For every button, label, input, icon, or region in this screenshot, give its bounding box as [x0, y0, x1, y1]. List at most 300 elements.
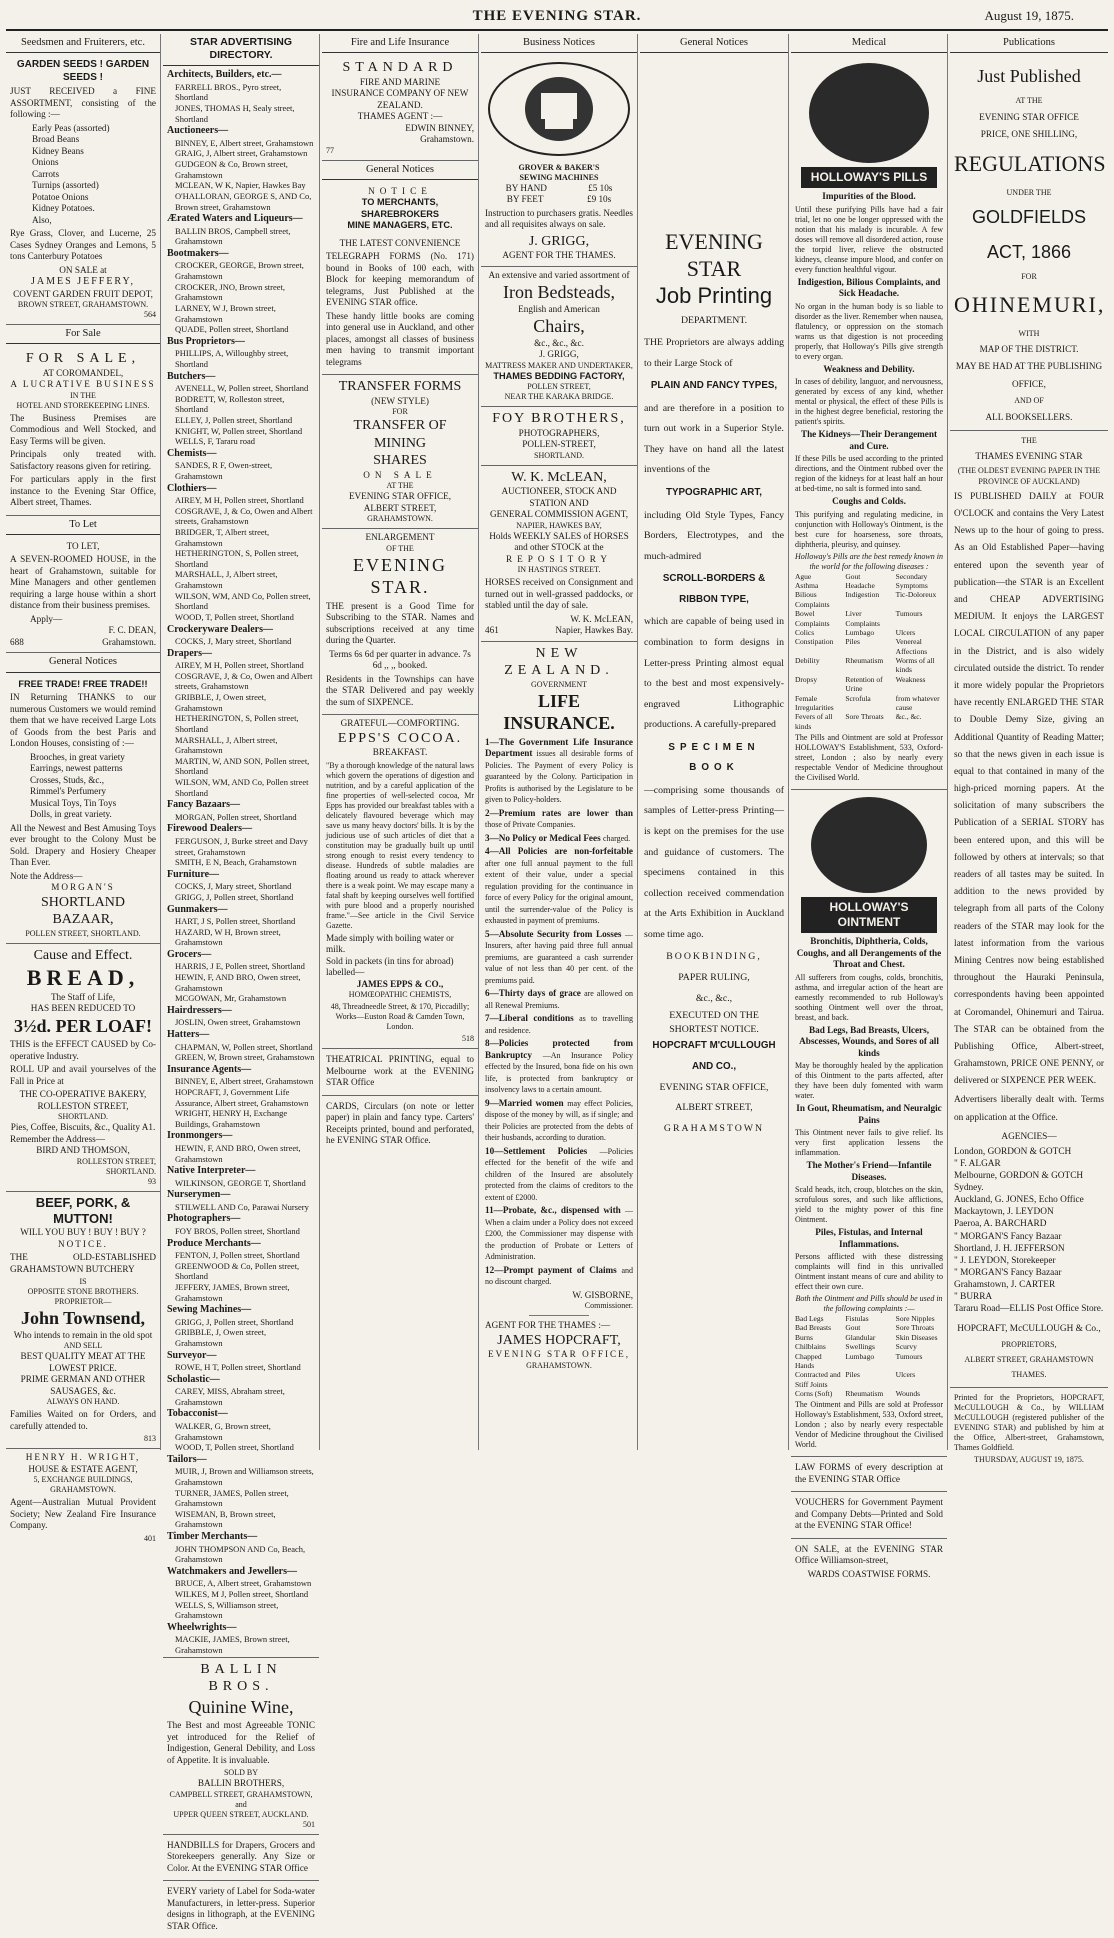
- epps-text: "By a thorough knowledge of the natural laws which govern the operations of digestion and nutrition, and by a careful application of the fine properties of well-selected cocoa, Mr Epps has provided our breakfast tables with a delicately flavoured beverage which may save us many heavy doctors' bills. It is by the judicious use of such articles of diet that a constitution may be gradually built up until strong enough to resist every tendency to disease. Hundreds of subtle maladies are floating around us ready to attack wherever there is a weak point. We may escape many a fatal shaft by keeping ourselves well fortified with pure blood and a properly nourished frame."—See article in the Civil Service Gazette.: [326, 760, 474, 930]
- agency-item: " BURRA: [954, 1291, 993, 1302]
- coop-bakery: THE CO-OPERATIVE BAKERY,: [19, 1089, 147, 1099]
- mclean-ad: [481, 466, 637, 642]
- directory-category: Grocers—: [167, 948, 212, 960]
- ointment-item: Bad Legs: [795, 1314, 824, 1323]
- ointment-item: Fistulas: [845, 1314, 869, 1323]
- disease-item: Dropsy: [795, 674, 818, 684]
- terms: Terms 6s 6d per quarter in advance. 7s 6d ,, ,, booked.: [329, 648, 471, 671]
- thames: THAMES.: [1011, 1369, 1047, 1379]
- disease-list: [795, 572, 943, 731]
- transfer-town: GRAHAMSTOWN.: [367, 514, 433, 524]
- directory-listing: WILSON, WM, AND Co, Pollen street, Shortland: [175, 590, 311, 612]
- es-office: EVENING STAR OFFICE,: [487, 1349, 631, 1360]
- directory-category: Firewood Dealers—: [167, 823, 253, 835]
- seed-item: Turnips (assorted): [32, 180, 99, 191]
- directory-listing: HOPCRAFT, J, Government Life Assurance, Albert street, Grahamstown: [175, 1086, 309, 1108]
- department: DEPARTMENT.: [680, 314, 748, 326]
- by-feet: BY FEET: [506, 194, 544, 205]
- directory-category: Hatters—: [167, 1029, 210, 1040]
- for-sale-text-1: The Business Premises are Commodious and Well Stocked, and Easy Terms will be given.: [10, 412, 156, 446]
- free-trade-items: [10, 752, 156, 821]
- directory-listing: FOY BROS, Pollen street, Shortland: [175, 1225, 300, 1236]
- mine-managers: MINE MANAGERS, ETC.: [347, 220, 453, 231]
- bedsteads-ad: [481, 267, 637, 408]
- garden-intro: JUST RECEIVED a FINE ASSORTMENT, consisting of the following :—: [10, 86, 156, 120]
- oldest-paper: (THE OLDEST EVENING PAPER IN THE PROVINCE OF AUCKLAND): [957, 466, 1101, 486]
- specimen-book: SPECIMEN BOOK: [668, 741, 760, 774]
- directory-listing: GREENWOOD & Co, Pollen street, Shortland: [175, 1260, 300, 1282]
- directory-entry: [167, 1566, 315, 1621]
- intends: Who intends to remain in the old spot: [13, 1329, 153, 1340]
- directory-listing: WALKER, G, Brown street, Grahamstown: [175, 1420, 271, 1442]
- bookbinding: BOOKBINDING,: [666, 951, 762, 963]
- directory-listing: COSGRAVE, J, & Co, Owen and Albert streets, Grahamstown: [175, 505, 313, 527]
- disease-item: Weakness: [895, 674, 926, 684]
- directory-entry: [167, 799, 315, 822]
- insurance-point-title: 9—Married women: [485, 1097, 568, 1108]
- disease-item: Symptoms: [895, 581, 928, 590]
- hopcraft-mccullough: HOPCRAFT M'CULLOUGH AND CO.,: [652, 1040, 776, 1073]
- mother-text: Scald heads, itch, croup, blotches on the skin, scrofulous sores, and such like afflictions, yield to the mighty power of this fine Ointment.: [795, 1185, 943, 1224]
- directory-entry: [167, 248, 315, 335]
- column-header: Medical: [791, 34, 947, 53]
- foy-town: SHORTLAND.: [534, 450, 584, 460]
- for-sale-text-3: For particulars apply in the first instance to the Evening Star Office, Albert street, Thames.: [10, 474, 156, 508]
- imprint: [950, 1388, 1108, 1469]
- insurance-point: [485, 833, 633, 845]
- bread-title: BREAD,: [26, 965, 140, 990]
- napier-hawkes: Napier, Hawkes Bay.: [555, 625, 633, 636]
- wards-forms: WARDS COASTWISE FORMS.: [807, 1568, 931, 1579]
- coughs-text: This purifying and regulating medicine, in conjunction with Holloway's Ointment, is the best cure for hoarseness, sore throats, diphtheria, pleurisy, and quinsey.: [795, 509, 943, 549]
- es-office: EVENING STAR OFFICE,: [348, 491, 452, 502]
- regulations: REGULATIONS: [954, 151, 1106, 177]
- bread-price: 3½d. PER LOAF!: [13, 1015, 152, 1036]
- insurance-point-text: charged.: [602, 833, 631, 843]
- best-remedy: Holloway's Pills are the best remedy known in the world for the following diseases :: [795, 551, 943, 571]
- shares: SHARES: [373, 453, 427, 469]
- directory-entry: [167, 1165, 315, 1188]
- directory-category: Native Interpreter—: [167, 1165, 256, 1177]
- directory-entry: [167, 213, 315, 247]
- ointment-item: Glandular: [845, 1332, 876, 1342]
- effect-text: THIS is the EFFECT CAUSED by Co-operative Industry.: [10, 1039, 156, 1061]
- insurance-point-text: —Policies effected for the benefit of the wife and children of the Insured are absolutely protected from the claims of creditors to the extent of £2000.: [485, 1146, 633, 1202]
- job-printing-title: Job Printing: [655, 282, 773, 308]
- free-trade-item: Dolls, in great variety.: [30, 809, 112, 819]
- opposite: OPPOSITE STONE BROTHERS.: [27, 1287, 139, 1296]
- directory-listing: PHILLIPS, A, Willoughby street, Shortland: [175, 348, 289, 369]
- to-let-text: A SEVEN-ROOMED HOUSE, in the heart of Grahamstown, suitable for Mine Managers and other gentlemen requiring a large house within a short distance from their business premises.: [10, 554, 156, 611]
- english-american: English and American: [518, 303, 600, 314]
- etc: &c., &c., &c.: [534, 337, 584, 348]
- ointment-item: Chilblains: [795, 1342, 826, 1352]
- disease-item: from whatever cause: [895, 693, 940, 712]
- directory-listing: HEWIN, F, AND BRO, Owen street, Grahamstown: [175, 1142, 301, 1164]
- ointment-item: Wounds: [895, 1389, 921, 1398]
- wright-ad: [6, 1449, 160, 1548]
- disease-item: Bilious Complaints: [795, 590, 830, 609]
- directory-listing: BODRETT, W, Rolleston street, Shortland: [175, 393, 285, 415]
- shortland: SHORTLAND.: [58, 1112, 108, 1121]
- insurance-point: [485, 1265, 633, 1288]
- by-feet-price: £9 10s: [586, 194, 612, 205]
- seed-item: Kidney Beans: [32, 145, 84, 156]
- the: THE: [1021, 436, 1037, 446]
- directory-entry: [167, 904, 315, 948]
- seed-item: Also,: [32, 214, 52, 225]
- napier: NAPIER, HAWKES BAY,: [516, 520, 602, 530]
- directory-listing: MARSHALL, J, Albert street, Grahamstown: [175, 569, 278, 590]
- ballin-brothers: BALLIN BROTHERS,: [197, 1778, 285, 1788]
- just-published: Just Published: [977, 66, 1081, 87]
- ointment-item: Scurvy: [895, 1342, 917, 1352]
- directory-category: Bootmakers—: [167, 247, 229, 259]
- directory-category: Chemists—: [167, 447, 217, 459]
- piles: Piles, Fistulas, and Internal Inflammations.: [815, 1227, 923, 1249]
- insurance-point: [485, 1146, 633, 1204]
- present-text: THE present is a Good Time for Subscribing to the STAR. Names and subscriptions received at any time during the Quarter.: [326, 600, 474, 646]
- directory-category: Butchers—: [167, 370, 216, 382]
- star-text: IS PUBLISHED DAILY at FOUR O'CLOCK and contains the Very Latest News up to the hour of going to press. As an Old Established Paper—having entered upon the seventh year of publication—the STAR is an Excellent and CHEAP ADVERTISING MEDIUM. It enjoys the LARGEST LOCAL CIRCULATION of any paper in the District, and is also widely circulated outside the district. To render it more widely popular the Proprietors have recently ENLARGED THE STAR to Double Demy Size, giving an Additional Quantity of Reading Matter; so that the news given in each issue is equal to that contained in many of the high-priced morning papers. At the solicitation of many subscribers the Publication of a SERIAL STORY has been entered upon, and this will be followed by others at intervals; so that readers of all tastes may be suited. In addition to the news provided by telegraph from all parts of the Colony readers of the STAR may look for the latest information from the various Mining Centres now being established throughout the Hauraki Peninsula, correspondents having been appointed at Coromandel, Ohinemuri and Tairua. The STAR can be obtained from the Publishing Office, Albert-street, Grahamstown, PRICE ONE PENNY, or delivered or SIXPENCE PER WEEK.: [954, 491, 1104, 1087]
- directory-listing: HETHERINGTON, S, Pollen street, Shortland: [175, 548, 299, 569]
- foy-brothers-ad: [481, 407, 637, 466]
- disease-item: Retention of Urine: [845, 674, 883, 694]
- directory-listing: BRIDGER, T, Albert street, Grahamstown: [175, 526, 270, 548]
- seed-item: Early Peas (assorted): [32, 122, 110, 133]
- near-bridge: NEAR THE KARAKA BRIDGE.: [504, 392, 614, 402]
- directory-entry: [167, 1304, 315, 1348]
- directory-listing: MACKIE, JAMES, Brown street, Grahamstown: [175, 1634, 290, 1655]
- directory-listing: GRIGG, J, Pollen street, Shortland: [175, 891, 294, 902]
- ointment-item: Gout: [845, 1323, 861, 1333]
- directory-category: Auctioneers—: [167, 125, 229, 137]
- jeffery-name: JAMES JEFFERY,: [31, 276, 135, 288]
- agencies: AGENCIES—: [1001, 1131, 1057, 1142]
- wright-agent: Agent—Australian Mutual Provident Society; New Zealand Fire Insurance Company.: [10, 1497, 156, 1530]
- life-insurance: LIFE INSURANCE.: [503, 690, 615, 734]
- proprietor: PROPRIETOR—: [54, 1297, 112, 1306]
- transfer-title: TRANSFER FORMS: [338, 379, 462, 395]
- telegraph-ad: [322, 183, 478, 376]
- directory-entry: [167, 336, 315, 370]
- directory-category: Hairdressers—: [167, 1004, 232, 1016]
- sold-by: SOLD BY: [223, 1768, 258, 1777]
- quinine-title: Quinine Wine,: [188, 1696, 294, 1717]
- is: IS: [79, 1277, 87, 1286]
- grateful: GRATEFUL—COMFORTING.: [340, 718, 460, 729]
- directory-listing: HARRIS, J E, Pollen street, Shortland: [175, 961, 305, 972]
- and-of: AND OF: [1014, 396, 1044, 406]
- staff-of-life: The Staff of Life,: [50, 991, 116, 1002]
- holloway-pills-ad: [791, 56, 947, 790]
- grover-baker-ad: [481, 56, 637, 267]
- directory-entry: [167, 949, 315, 1004]
- sausages: PRIME GERMAN AND OTHER SAUSAGES, &c.: [20, 1374, 146, 1396]
- thames-evening-star: THAMES EVENING STAR: [975, 451, 1083, 462]
- ballin-title: BALLIN BROS.: [200, 1661, 282, 1694]
- gout-text: This Ointment never fails to give relief. Its very first application lessens the inflammation.: [795, 1128, 943, 1157]
- insurance-point-title: 4—All Policies are non-forfeitable: [485, 846, 633, 857]
- handbills-text: HANDBILLS for Drapers, Grocers and Storekeepers generally. Any Size or Color. At the EVENING STAR Office: [167, 1839, 315, 1873]
- coromandel: AT COROMANDEL,: [42, 367, 124, 378]
- ad-number: 461: [485, 625, 499, 636]
- sewing-machine-emblem-icon: [485, 59, 633, 159]
- directory-listing: JOSLIN, Owen street, Grahamstown: [175, 1017, 301, 1028]
- insurance-point-text: may effect Policies, dispose of the money by will, as if single; and their Policies are protected from the debts of their husbands, according to duration.: [485, 1098, 633, 1143]
- typographic: TYPOGRAPHIC ART,: [666, 487, 762, 498]
- free-trade-item: Rimmel's Perfumery: [30, 786, 106, 796]
- insurance-point: [485, 1038, 633, 1096]
- mclean-title: W. K. McLEAN,: [511, 469, 607, 485]
- weakness-text: In cases of debility, languor, and nervousness, generated by excess of any kind, whether mental or physical, the effect of these Pills is in the highest degree beneficial, restoring the patient's spirits.: [795, 377, 943, 427]
- insurance-point: [485, 988, 633, 1011]
- directory-listing: FENTON, J, Pollen street, Shortland: [175, 1250, 300, 1260]
- business: A LUCRATIVE BUSINESS: [10, 379, 156, 390]
- disease-item: Ague: [795, 571, 812, 581]
- directory-listing: AIREY, M H, Pollen street, Shortland: [175, 495, 304, 505]
- directory-listing: WILKES, M J, Pollen street, Shortland: [175, 1588, 309, 1599]
- insurance-point-title: 10—Settlement Policies: [485, 1145, 600, 1156]
- grover-name: GROVER & BAKER'S: [518, 162, 600, 172]
- rolleston: ROLLESTON STREET,: [37, 1100, 129, 1111]
- vouchers-ad: [791, 1492, 947, 1539]
- disease-item: Colics: [795, 627, 815, 637]
- notice: NOTICE.: [58, 1238, 108, 1249]
- directory-listing: BINNEY, E, Albert street, Grahamstown: [175, 137, 314, 148]
- free-trade-item: Musical Toys, Tin Toys: [30, 797, 117, 808]
- directory-entry: [167, 69, 315, 124]
- insurance-point-text: —Insurers, after having paid three full annual premiums, are guaranteed a cash surrender value of not less than 40 per cent. of the premiums paid.: [485, 929, 633, 985]
- epps-address: 48, Threadneedle Street, & 170, Piccadilly; Works—Euston Road & Camden Town, London.: [330, 1002, 470, 1032]
- directory-listing: GREEN, W, Brown street, Grahamstown: [175, 1052, 315, 1063]
- directory-category: Fancy Bazaars—: [167, 799, 241, 811]
- insurance-point-text: are allowed on all Renewal Premiums.: [485, 989, 634, 1010]
- insurance-point-title: 12—Prompt payment of Claims: [485, 1264, 622, 1275]
- disease-item: Constipation: [795, 637, 834, 647]
- free-trade-item: Brooches, in great variety: [30, 751, 125, 762]
- disease-item: Worms of all kinds: [895, 656, 935, 675]
- job-printing-ad: [640, 56, 788, 1143]
- column-header: Publications: [950, 34, 1108, 53]
- ointment-sold: The Ointment and Pills are sold at Professor Holloway's Establishment, 533, Oxford street, London ; also by nearly every respectable Vendor of Medicine throughout the Civilised World.: [795, 1400, 943, 1450]
- insurance-point-text: and no discount charged.: [485, 1265, 633, 1287]
- factory-street: POLLEN STREET,: [527, 382, 591, 392]
- agency-item: " J. LEYDON, Storekeeper: [954, 1255, 1056, 1266]
- general-commission: GENERAL COMMISSION AGENT,: [489, 509, 629, 520]
- ointment-banner: HOLLOWAY'S OINTMENT: [801, 897, 937, 933]
- directory-listing: HETHERINGTON, S, Pollen street, Shortland: [175, 713, 299, 734]
- disease-item: Lumbago: [845, 627, 875, 637]
- agency-item: London, GORDON & GOTCH: [954, 1147, 1072, 1158]
- insurance-point: [485, 1205, 633, 1263]
- ointment-item: Chapped Hands: [795, 1351, 822, 1370]
- insurance-point: [485, 1013, 633, 1036]
- foy-title: FOY BROTHERS,: [492, 411, 626, 427]
- impurities: Impurities of the Blood.: [822, 191, 916, 202]
- seed-item: Broad Beans: [32, 134, 80, 145]
- dean-name: F. C. DEAN,: [108, 625, 156, 636]
- ointment-item: Tumours: [895, 1351, 923, 1361]
- directory-category: Bus Proprietors—: [167, 335, 245, 347]
- directory-listing: SANDES, R F, Owen-street, Grahamstown: [175, 460, 273, 481]
- paper-ruling: PAPER RULING,: [678, 971, 750, 983]
- binney-town: Grahamstown.: [420, 134, 474, 145]
- insurance-point-text: as to travelling and residence.: [485, 1014, 633, 1035]
- in-the: IN THE: [70, 390, 96, 400]
- law-forms-ad: [791, 1457, 947, 1492]
- exchange: 5, EXCHANGE BUILDINGS,: [33, 1475, 133, 1484]
- disease-item: Indigestion: [845, 590, 880, 600]
- gisborne: W. GISBORNE,: [572, 1289, 633, 1300]
- upper-queen: UPPER QUEEN STREET, AUCKLAND.: [173, 1809, 309, 1819]
- disease-item: &c., &c.: [895, 712, 922, 722]
- directory-entry: [167, 371, 315, 447]
- holloway-emblem-icon: [809, 63, 929, 163]
- kidneys-text: If these Pills be used according to the printed directions, and the Ointment rubbed over the region of the kidneys for at least half an hour at bed-time, no salt is formed into sand.: [795, 454, 943, 494]
- directory-entry: [167, 1213, 315, 1236]
- free-trade-text-2: All the Newest and Best Amusing Toys ever brought to the Colony Must be Sold. Drapery and Hosiery Cheaper Than Ever.: [10, 822, 156, 867]
- thames-agent: THAMES AGENT :—: [357, 111, 443, 122]
- directory-category: Tailors—: [167, 1453, 207, 1465]
- for: FOR: [1021, 271, 1037, 281]
- pollen-street: POLLEN-STREET,: [522, 439, 596, 450]
- printed-by: Printed for the Proprietors, HOPCRAFT, McCULLOUGH & Co., by WILLIAM McCULLOUGH (registered publisher of the EVENING STAR) and published by him at the Office, Albert-street, Grahamstown, Thames Goldfield.: [954, 1392, 1104, 1452]
- es-office: EVENING STAR OFFICE,: [659, 1081, 769, 1093]
- homoeopathic: HOMŒOPATHIC CHEMISTS,: [348, 990, 452, 1000]
- seed-item: Potatoe Onions: [32, 191, 89, 202]
- pills-sold: The Pills and Ointment are sold at Professor HOLLOWAY'S Establishment, 533, Oxford-street, London ; also by nearly every respectable Vendor of Medicine throughout the Civilised World.: [795, 733, 943, 782]
- garden-text: Rye Grass, Clover, and Lucerne, 25 Cases Sydney Oranges and Lemons, 5 tons Canterbury Potatoes: [10, 228, 156, 262]
- directory-listing: WOOD, T, Pollen street, Shortland: [175, 611, 294, 622]
- at-the: AT THE: [1015, 96, 1043, 106]
- to-let-title: TO LET,: [66, 540, 100, 551]
- insurance-point: [485, 929, 633, 987]
- directory-listing: CROCKER, JNO, Brown street, Grahamstown: [175, 281, 286, 303]
- free-trade-item: Crosses, Studs, &c.,: [30, 774, 105, 785]
- for-sale-text-2: Principals only treated with. Satisfactory reasons given for retiring.: [10, 449, 156, 471]
- agency-item: " MORGAN'S Fancy Bazaar: [954, 1267, 1062, 1278]
- column-header: STAR ADVERTISING DIRECTORY.: [163, 34, 319, 66]
- ballin-ad: [163, 1657, 319, 1835]
- bad-legs: Bad Legs, Bad Breasts, Ulcers, Abscesses, Wounds, and Sores of all kinds: [799, 1024, 939, 1058]
- directory-listing: JOHN THOMPSON AND Co, Beach, Grahamstown: [175, 1543, 306, 1565]
- at-the: AT THE: [386, 481, 414, 491]
- rolleston-2: ROLLESTON STREET,: [76, 1156, 156, 1166]
- directory-category: Crockeryware Dealers—: [167, 623, 273, 635]
- labels-text: EVERY variety of Label for Soda-water Manufacturers, in letter-press. Superior designs in lithograph, at the EVENING STAR Office.: [167, 1886, 315, 1931]
- directory-listing: MCGOWAN, Mr, Grahamstown: [175, 993, 287, 1004]
- directory-listing: WISEMAN, B, Brown street, Grahamstown: [175, 1508, 276, 1530]
- telegraph-text: TELEGRAPH FORMS (No. 171) bound in Books of 100 each, with Block for keeping memorandum of telegrams, Just Published at the EVENING STAR office.: [326, 251, 474, 308]
- directory-category: Sewing Machines—: [167, 1304, 252, 1316]
- standard-title: STANDARD: [342, 60, 458, 76]
- ointment-item: Rheumatism: [845, 1389, 884, 1398]
- directory-listing: HAZARD, W H, Brown street, Grahamstown: [175, 926, 281, 948]
- advertisers: Advertisers liberally dealt with. Terms on application at the Office.: [954, 1095, 1104, 1123]
- directory-category: Surveyor—: [167, 1349, 217, 1361]
- mother: The Mother's Friend—Infantile Diseases.: [806, 1160, 932, 1182]
- on-sale: ON SALE at: [59, 264, 107, 275]
- james-epps: JAMES EPPS & CO.,: [356, 978, 444, 989]
- albert-street: ALBERT STREET, GRAHAMSTOWN: [964, 1355, 1094, 1365]
- thames-star-ad: [950, 431, 1108, 1388]
- hopcraft: JAMES HOPCRAFT,: [497, 1332, 621, 1348]
- directory-category: Photographers—: [167, 1213, 241, 1225]
- directory-listing: MUIR, J, Brown and Williamson streets, Grahamstown: [175, 1466, 314, 1487]
- cards-text: CARDS, Circulars (on note or letter paper) in plain and fancy type. Carters' Receipts printed, bound and perforated, he EVENING STAR Office.: [326, 1100, 474, 1146]
- insurance-point-title: 8—Policies protected from Bankruptcy: [485, 1038, 633, 1060]
- wk-mclean: W. K. McLEAN,: [570, 613, 633, 624]
- butchery-text: THE OLD-ESTABLISHED GRAHAMSTOWN BUTCHERY: [10, 1252, 156, 1274]
- butchery-ad: [6, 1192, 160, 1450]
- agency-item: " MORGAN'S Fancy Bazaar: [954, 1231, 1062, 1242]
- of-the: OF THE: [386, 543, 414, 553]
- both: Both the Ointment and Pills should be used in the following complaints :—: [795, 1294, 943, 1313]
- indigestion: Indigestion, Bilious Complaints, and Sick Headache.: [797, 276, 941, 299]
- breakfast: BREAKFAST.: [372, 747, 428, 758]
- directory-category: Scholastic—: [167, 1373, 220, 1385]
- impurities-text: Until these purifying Pills have had a fair trial, let no one be longer oppressed with the notion that his malady is incurable. A few doses will remove all disordered action, rouse the torpid liver, relieve the obstructed kidneys, cleanse impure blood, and confer on every function healthful vigour.: [795, 204, 943, 274]
- directory-listing: MARTIN, W, AND SON, Pollen street, Shortland: [175, 755, 310, 777]
- directory-category: Insurance Agents—: [167, 1063, 252, 1075]
- directory-listing: CROCKER, GEORGE, Brown street, Grahamstown: [175, 260, 304, 281]
- to-let-ad: [6, 538, 160, 654]
- for: FOR: [392, 407, 408, 417]
- wright-name: HENRY H. WRIGHT,: [25, 1452, 141, 1462]
- column-insurance: [322, 34, 479, 1450]
- photographers: PHOTOGRAPHERS,: [518, 427, 600, 438]
- column-header: Business Notices: [481, 34, 637, 53]
- directory-listing: QUADE, Pollen street, Shortland: [175, 324, 289, 335]
- directory-entry: [167, 624, 315, 647]
- directory-listing: HART, J S, Pollen street, Shortland: [175, 916, 296, 926]
- masthead: [0, 0, 1114, 30]
- quinine-text: The Best and most Agreeable TONIC yet introduced for the Relief of Indigestion, General Debility, and Loss of Appetite. It is invaluable.: [167, 1720, 315, 1765]
- insurance-point-title: 6—Thirty days of grace: [485, 988, 585, 999]
- bedding-factory: THAMES BEDDING FACTORY,: [493, 370, 625, 381]
- best-quality: BEST QUALITY MEAT AT THE LOWEST PRICE.: [20, 1351, 146, 1373]
- epps-cocoa-ad: [322, 715, 478, 1049]
- new-style: (NEW STYLE): [371, 395, 429, 406]
- free-trade-title: FREE TRADE! FREE TRADE!!: [18, 678, 148, 689]
- grover-sub: SEWING MACHINES: [519, 172, 599, 182]
- directory-listing: WILSON, WM, AND Co, Pollen street Shortland: [175, 777, 309, 798]
- directory-listing: GRIBBLE, J, Owen street, Grahamstown: [175, 1327, 267, 1348]
- beef-title: BEEF, PORK, & MUTTON!: [35, 1194, 131, 1226]
- grahamstown: GRAHAMSTOWN: [663, 1122, 765, 1134]
- plain-fancy: PLAIN AND FANCY TYPES,: [650, 380, 778, 392]
- under-the: UNDER THE: [1006, 188, 1052, 198]
- depot-name: COVENT GARDEN FRUIT DEPOT,: [13, 288, 153, 299]
- seed-item: Onions: [32, 157, 59, 168]
- ointment-item: Skin Diseases: [895, 1332, 938, 1342]
- transfer-forms-ad: [322, 375, 478, 529]
- with: WITH: [1018, 328, 1040, 338]
- directory-listing: BALLIN BROS, Campbell street, Grahamstown: [175, 225, 291, 247]
- weakness: Weakness and Debility.: [823, 363, 915, 374]
- ad-number: 813: [144, 1434, 156, 1443]
- position-text: and are therefore in a position to turn out work in a Superior Style. They have on hand all the latest inventions of the: [644, 402, 784, 476]
- shortland-2: SHORTLAND.: [106, 1166, 156, 1176]
- iron-bedsteads: Iron Bedsteads,: [503, 282, 615, 303]
- agent-thames: AGENT FOR THE THAMES.: [502, 250, 616, 261]
- directory-listing: BINNEY, E, Albert street, Grahamstown: [175, 1076, 314, 1087]
- directory-listing: WELLS, F, Tararu road: [175, 436, 256, 447]
- directory-category: Wheelwrights—: [167, 1621, 237, 1633]
- column-directory: [163, 34, 320, 1931]
- campbell-street: CAMPBELL STREET, GRAHAMSTOWN, and: [169, 1789, 313, 1809]
